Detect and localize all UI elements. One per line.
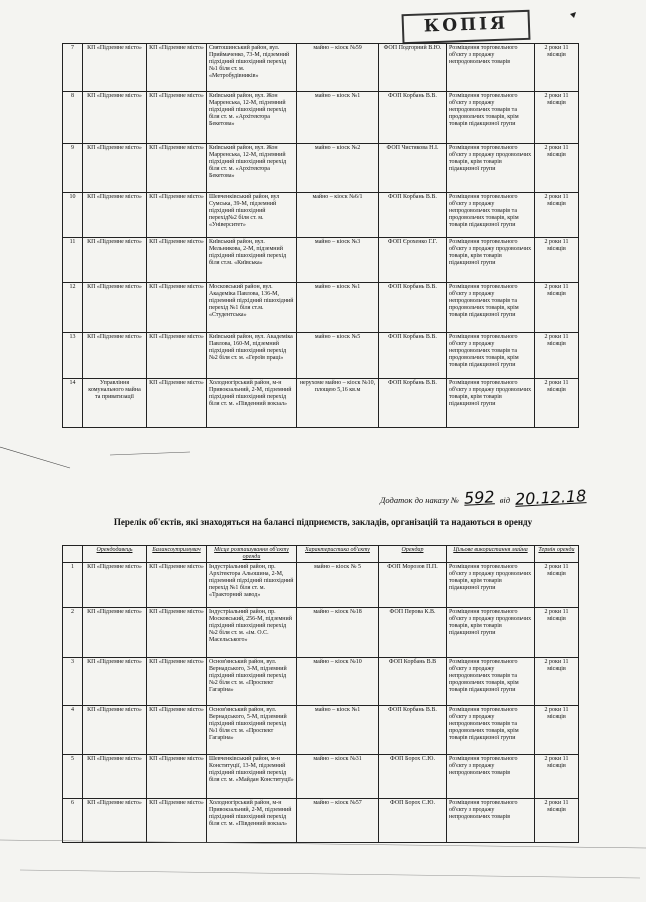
cell-balance: КП «Підземне місто»	[147, 608, 207, 658]
cell-feature: майно – кіоск №1	[297, 283, 379, 333]
cell-term: 2 роки 11 місяців	[535, 283, 579, 333]
cell-feature: майно – кіоск №31	[297, 755, 379, 799]
table-row	[63, 608, 579, 658]
cell-purpose: Розміщення торговельного об'єкту з продажу непродовольчих товарів	[447, 799, 535, 843]
cell-tenant: ФОП Чистякова Н.І.	[379, 144, 447, 193]
cell-tenant: ФОП Корбань В.В.	[379, 706, 447, 755]
cell-tenant: ФОП Єрохенко Г.Г.	[379, 238, 447, 283]
cell-feature: майно – кіоск №2	[297, 144, 379, 193]
table-row	[63, 283, 579, 333]
header-lessor: Орендодавець	[83, 546, 147, 563]
cell-purpose: Розміщення торговельного об'єкту з продажу непродовольчих товарів	[447, 44, 535, 92]
cell-tenant: ФОП Морозов П.П.	[379, 563, 447, 608]
cell-feature: майно – кіоск №3	[297, 238, 379, 283]
table1-body	[63, 44, 579, 428]
cell-balance: КП «Підземне місто»	[147, 144, 207, 193]
cell-holder: КП «Підземне місто»	[83, 144, 147, 193]
cell-balance: КП «Підземне місто»	[147, 238, 207, 283]
cell-term: 2 роки 11 місяців	[535, 144, 579, 193]
cell-tenant: ФОП Корбань В.В.	[379, 379, 447, 428]
cell-feature: майно – кіоск №1	[297, 92, 379, 144]
table-row	[63, 755, 579, 799]
cell-balance: КП «Підземне місто»	[147, 658, 207, 706]
scan-mark	[570, 12, 576, 18]
cell-no: 10	[63, 193, 83, 238]
cell-purpose: Розміщення торговельного об'єкту з продажу непродовольчих товарів та продовольчих товарів, крім товарів підакцизної групи	[447, 333, 535, 379]
cell-feature: майно – кіоск №6/1	[297, 193, 379, 238]
cell-term: 2 роки 11 місяців	[535, 92, 579, 144]
cell-term: 2 роки 11 місяців	[535, 563, 579, 608]
cell-tenant: ФОП Борох С.Ю.	[379, 799, 447, 843]
cell-holder: КП «Підземне місто»	[83, 238, 147, 283]
cell-location: Київський район, вул. Жон Марренська, 12-М, підземний підхідний пішохідний перехід біля ст. м. «Архітектора Бекетова»	[207, 144, 297, 193]
cell-location: Індустріальний район, пр. Московський, 256-М, підземний підхідний пішохідний перехід №2 біля ст. м. «ім. О.С. Масельського»	[207, 608, 297, 658]
cell-location: Святошинський район, вул. Приймаченко, 73-М, підземний підхідний пішохідний перехід №1 біля ст. м. «Метробудівників»	[207, 44, 297, 92]
table2-body	[63, 563, 579, 843]
list-heading: Перелік об'єктів, які знаходяться на балансі підприємств, закладів, організацій та надаються в оренду	[113, 517, 533, 527]
cell-balance: КП «Підземне місто»	[147, 92, 207, 144]
order-date: 20.12.18	[514, 486, 587, 509]
cell-no: 14	[63, 379, 83, 428]
cell-no: 4	[63, 706, 83, 755]
date-label: від	[499, 495, 511, 505]
table-row	[63, 193, 579, 238]
cell-purpose: Розміщення торговельного об'єкту з продажу непродовольчих товарів	[447, 755, 535, 799]
table-row	[63, 92, 579, 144]
cell-tenant: ФОП Корбань В.В.	[379, 92, 447, 144]
cell-holder: КП «Підземне місто»	[83, 658, 147, 706]
cell-feature: майно – кіоск №5	[297, 333, 379, 379]
cell-purpose: Розміщення торговельного об'єкту з продажу продовольчих товарів, крім товарів підакцизної групи	[447, 563, 535, 608]
cell-holder: КП «Підземне місто»	[83, 563, 147, 608]
header-location: Місце розташування об'єкту оренди	[207, 546, 297, 563]
cell-holder: КП «Підземне місто»	[83, 755, 147, 799]
header-term: Термін оренди	[535, 546, 579, 563]
cell-holder: КП «Підземне місто»	[83, 608, 147, 658]
cell-purpose: Розміщення торговельного об'єкту з продажу продовольчих товарів, крім товарів підакцизної групи	[447, 608, 535, 658]
cell-balance: КП «Підземне місто»	[147, 755, 207, 799]
cell-tenant: ФОП Корбань В.В.	[379, 333, 447, 379]
cell-no: 9	[63, 144, 83, 193]
cell-location: Московський район, вул. Академіка Павлова, 136-М, підземний підхідний пішохідний перехід №1 біля ст.м. «Студентська»	[207, 283, 297, 333]
cell-balance: КП «Підземне місто»	[147, 706, 207, 755]
cell-location: Київський район, вул. Академіка Павлова, 160-М, підземний підхідний пішохідний перехід №2 біля ст. м. «Героїв праці»	[207, 333, 297, 379]
cell-no: 12	[63, 283, 83, 333]
cell-location: Шевченківський район, м-н Конституції, 13-М, підземний підхідний пішохідний перехід біля ст. м. «Майдан Конституції»	[207, 755, 297, 799]
cell-balance: КП «Підземне місто»	[147, 193, 207, 238]
cell-location: Основ'янський район, вул. Вернадського, 3-М, підземний підхідний пішохідний перехід №2 біля ст. м. «Проспект Гагаріна»	[207, 658, 297, 706]
cell-tenant: ФОП Корбань В.В.	[379, 193, 447, 238]
table-row	[63, 563, 579, 608]
cell-purpose: Розміщення торговельного об'єкту з продажу продовольчих товарів, крім товарів підакцизної групи	[447, 238, 535, 283]
table-row	[63, 658, 579, 706]
cell-purpose: Розміщення торговельного об'єкту з продажу непродовольчих товарів та продовольчих товарів, крім товарів підакцизної групи	[447, 92, 535, 144]
cell-tenant: ФОП Перова К.В.	[379, 608, 447, 658]
cell-balance: КП «Підземне місто»	[147, 333, 207, 379]
order-number: 592	[463, 487, 496, 508]
cell-balance: КП «Підземне місто»	[147, 563, 207, 608]
cell-feature: майно – кіоск № 5	[297, 563, 379, 608]
cell-purpose: Розміщення торговельного об'єкту з продажу непродовольчих товарів та продовольчих товарів, крім товарів підакцизної групи	[447, 658, 535, 706]
cell-feature: майно – кіоск №10	[297, 658, 379, 706]
cell-location: Київський район, вул. Жон Марренська, 12-М, підземний підхідний пішохідний перехід біля ст. м. «Архітектора Бекетова»	[207, 92, 297, 144]
cell-location: Холодногірський район, м-н Привокзальний, 2-М, підземний підхідний пішохідний перехід біля ст. м. «Південний вокзал»	[207, 799, 297, 843]
cell-purpose: Розміщення торговельного об'єкту з продажу непродовольчих товарів та продовольчих товарів, крім товарів підакцизної групи	[447, 283, 535, 333]
cell-no: 2	[63, 608, 83, 658]
cell-term: 2 роки 11 місяців	[535, 238, 579, 283]
table-row	[63, 706, 579, 755]
cell-location: Холодногірський район, м-н Привокзальний, 2-М, підземний підхідний пішохідний перехід біля ст. м. «Південний вокзал»	[207, 379, 297, 428]
cell-balance: КП «Підземне місто»	[147, 799, 207, 843]
copy-stamp: КОПІЯ	[402, 10, 531, 44]
cell-term: 2 роки 11 місяців	[535, 333, 579, 379]
header-feature: Характеристика об'єкту	[297, 546, 379, 563]
cell-location: Київський район, вул. Мельникова, 2-М, підземний підхідний пішохідний перехід біля ст.м. «Київська»	[207, 238, 297, 283]
cell-feature: нерухоме майно – кіоск №10, площею 5,16 кв.м	[297, 379, 379, 428]
cell-holder: КП «Підземне місто»	[83, 92, 147, 144]
cell-term: 2 роки 11 місяців	[535, 658, 579, 706]
cell-no: 6	[63, 799, 83, 843]
header-purpose: Цільове використання майна	[447, 546, 535, 563]
appendix-label: Додаток до наказу №	[380, 495, 459, 505]
cell-term: 2 роки 11 місяців	[535, 44, 579, 92]
cell-term: 2 роки 11 місяців	[535, 379, 579, 428]
table-row	[63, 379, 579, 428]
cell-location: Індустріальний район, пр. Архітектора Альошина, 2-М, підземний підхідний пішохідний перехід №1 біля ст. м. «Тракторний завод»	[207, 563, 297, 608]
cell-purpose: Розміщення торговельного об'єкту з продажу продовольчих товарів, крім товарів підакцизної групи	[447, 144, 535, 193]
cell-feature: майно – кіоск №57	[297, 799, 379, 843]
table-row	[63, 238, 579, 283]
cell-purpose: Розміщення торговельного об'єкту з продажу продовольчих товарів, крім товарів підакцизної групи	[447, 379, 535, 428]
scan-streak	[0, 447, 70, 468]
cell-holder: КП «Підземне місто»	[83, 706, 147, 755]
appendix-line	[380, 488, 589, 507]
cell-term: 2 роки 11 місяців	[535, 193, 579, 238]
cell-holder: КП «Підземне місто»	[83, 333, 147, 379]
cell-no: 5	[63, 755, 83, 799]
cell-tenant: ФОП Подгорний В.Ю.	[379, 44, 447, 92]
cell-holder: КП «Підземне місто»	[83, 799, 147, 843]
cell-feature: майно – кіоск №59	[297, 44, 379, 92]
table-row	[63, 799, 579, 843]
lease-table-continued	[62, 43, 579, 428]
cell-balance: КП «Підземне місто»	[147, 283, 207, 333]
cell-balance: КП «Підземне місто»	[147, 379, 207, 428]
table2-header-row	[63, 546, 579, 563]
cell-feature: майно – кіоск №1	[297, 706, 379, 755]
cell-tenant: ФОП Корбань В.В.	[379, 283, 447, 333]
cell-term: 2 роки 11 місяців	[535, 706, 579, 755]
scan-streak	[110, 452, 190, 455]
header-tenant: Орендар	[379, 546, 447, 563]
scan-streak	[20, 870, 640, 878]
cell-holder: КП «Підземне місто»	[83, 193, 147, 238]
cell-term: 2 роки 11 місяців	[535, 608, 579, 658]
cell-holder: КП «Підземне місто»	[83, 283, 147, 333]
cell-feature: майно – кіоск №18	[297, 608, 379, 658]
cell-tenant: ФОП Корбань В.В	[379, 658, 447, 706]
cell-no: 1	[63, 563, 83, 608]
cell-no: 11	[63, 238, 83, 283]
table-row	[63, 44, 579, 92]
cell-no: 7	[63, 44, 83, 92]
cell-no: 8	[63, 92, 83, 144]
cell-location: Шевченківський район, вул Сумська, 39-М, підземний підхідний пішохідний перехід№2 біля ст. м. «Університет»	[207, 193, 297, 238]
table-row	[63, 144, 579, 193]
cell-term: 2 роки 11 місяців	[535, 799, 579, 843]
cell-balance: КП «Підземне місто»	[147, 44, 207, 92]
cell-no: 13	[63, 333, 83, 379]
cell-location: Основ'янський район, вул. Вернадського, 5-М, підземний підхідний пішохідний перехід №1 біля ст. м. «Проспект Гагаріна»	[207, 706, 297, 755]
header-balance-holder: Балансоутримувач	[147, 546, 207, 563]
cell-purpose: Розміщення торговельного об'єкту з продажу непродовольчих товарів та продовольчих товарів, крім товарів підакцизної групи	[447, 706, 535, 755]
lease-table	[62, 545, 579, 843]
cell-term: 2 роки 11 місяців	[535, 755, 579, 799]
cell-tenant: ФОП Борох С.Ю.	[379, 755, 447, 799]
cell-holder: КП «Підземне місто»	[83, 44, 147, 92]
cell-holder: Управління комунального майна та приватизації	[83, 379, 147, 428]
cell-no: 3	[63, 658, 83, 706]
table-row	[63, 333, 579, 379]
header-number	[63, 546, 83, 563]
cell-purpose: Розміщення торговельного об'єкту з продажу непродовольчих товарів та продовольчих товарів, крім товарів підакцизної групи	[447, 193, 535, 238]
